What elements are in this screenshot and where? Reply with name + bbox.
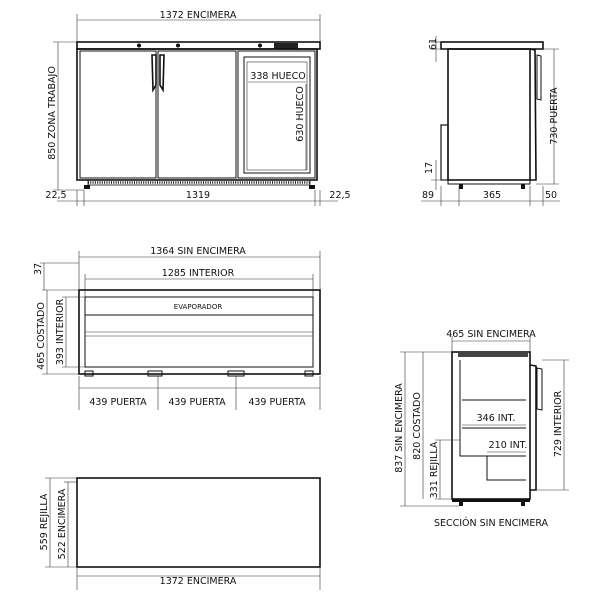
section-view (394, 329, 569, 529)
door-dim-3: 439 PUERTA (248, 397, 306, 408)
section-height-costado: 820 COSTADO (412, 392, 423, 460)
side-handle (537, 55, 541, 100)
control-panel (274, 43, 298, 49)
section-interior-height: 729 INTERIOR (553, 390, 564, 458)
top-interior-width: 1285 INTERIOR (161, 268, 235, 279)
front-left-offset: 22,5 (45, 190, 67, 201)
top-view (33, 246, 320, 410)
section-height-sin-encimera: 837 SIN ENCIMERA (394, 383, 405, 473)
top-offset-label: 37 (33, 262, 44, 276)
side-door-height: 730 PUERTA (549, 87, 560, 145)
side-foot-height: 17 (424, 161, 435, 175)
bottom-rejilla: 559 REJILLA (39, 493, 50, 551)
side-body (448, 49, 530, 180)
section-width-label: 465 SIN ENCIMERA (446, 329, 536, 340)
hueco-height-label: 630 HUECO (295, 86, 306, 142)
bottom-body (77, 478, 320, 567)
handle-1 (152, 55, 156, 90)
front-height-label: 850 ZONA TRABAJO (47, 66, 58, 160)
bottom-view (39, 478, 320, 590)
section-rejilla: 331 REJILLA (429, 441, 440, 499)
front-right-offset: 22,5 (329, 190, 351, 201)
bottom-encimera-depth: 522 ENCIMERA (57, 488, 68, 560)
side-top-height: 61 (428, 37, 439, 51)
lower-width-label: 210 INT. (488, 440, 528, 451)
door-dim-1: 439 PUERTA (89, 397, 147, 408)
section-caption: SECCIÓN SIN ENCIMERA (433, 518, 549, 529)
hueco-width-label: 338 HUECO (250, 71, 306, 82)
side-right-dim: 50 (544, 190, 558, 201)
door-dim-2: 439 PUERTA (168, 397, 226, 408)
front-inner-width: 1319 (185, 190, 211, 201)
side-center-dim: 365 (482, 190, 502, 201)
top-width-label: 1364 SIN ENCIMERA (150, 246, 246, 257)
door-2 (158, 51, 236, 178)
front-body (77, 49, 317, 180)
bottom-width-label: 1372 ENCIMERA (159, 576, 237, 587)
front-view (45, 10, 350, 206)
evaporator-label: EVAPORADOR (173, 303, 223, 311)
side-left-dim: 89 (421, 190, 435, 201)
costado-label: 465 COSTADO (36, 302, 47, 370)
section-handle (537, 368, 542, 410)
handle-2 (160, 55, 164, 90)
front-width-label: 1372 ENCIMERA (159, 10, 237, 21)
side-view (421, 36, 560, 206)
shelf-width-label: 346 INT. (476, 413, 516, 424)
interior-depth-label: 393 INTERIOR (55, 298, 66, 366)
door-1 (80, 51, 156, 178)
section-body (452, 352, 530, 499)
side-countertop (441, 42, 543, 49)
